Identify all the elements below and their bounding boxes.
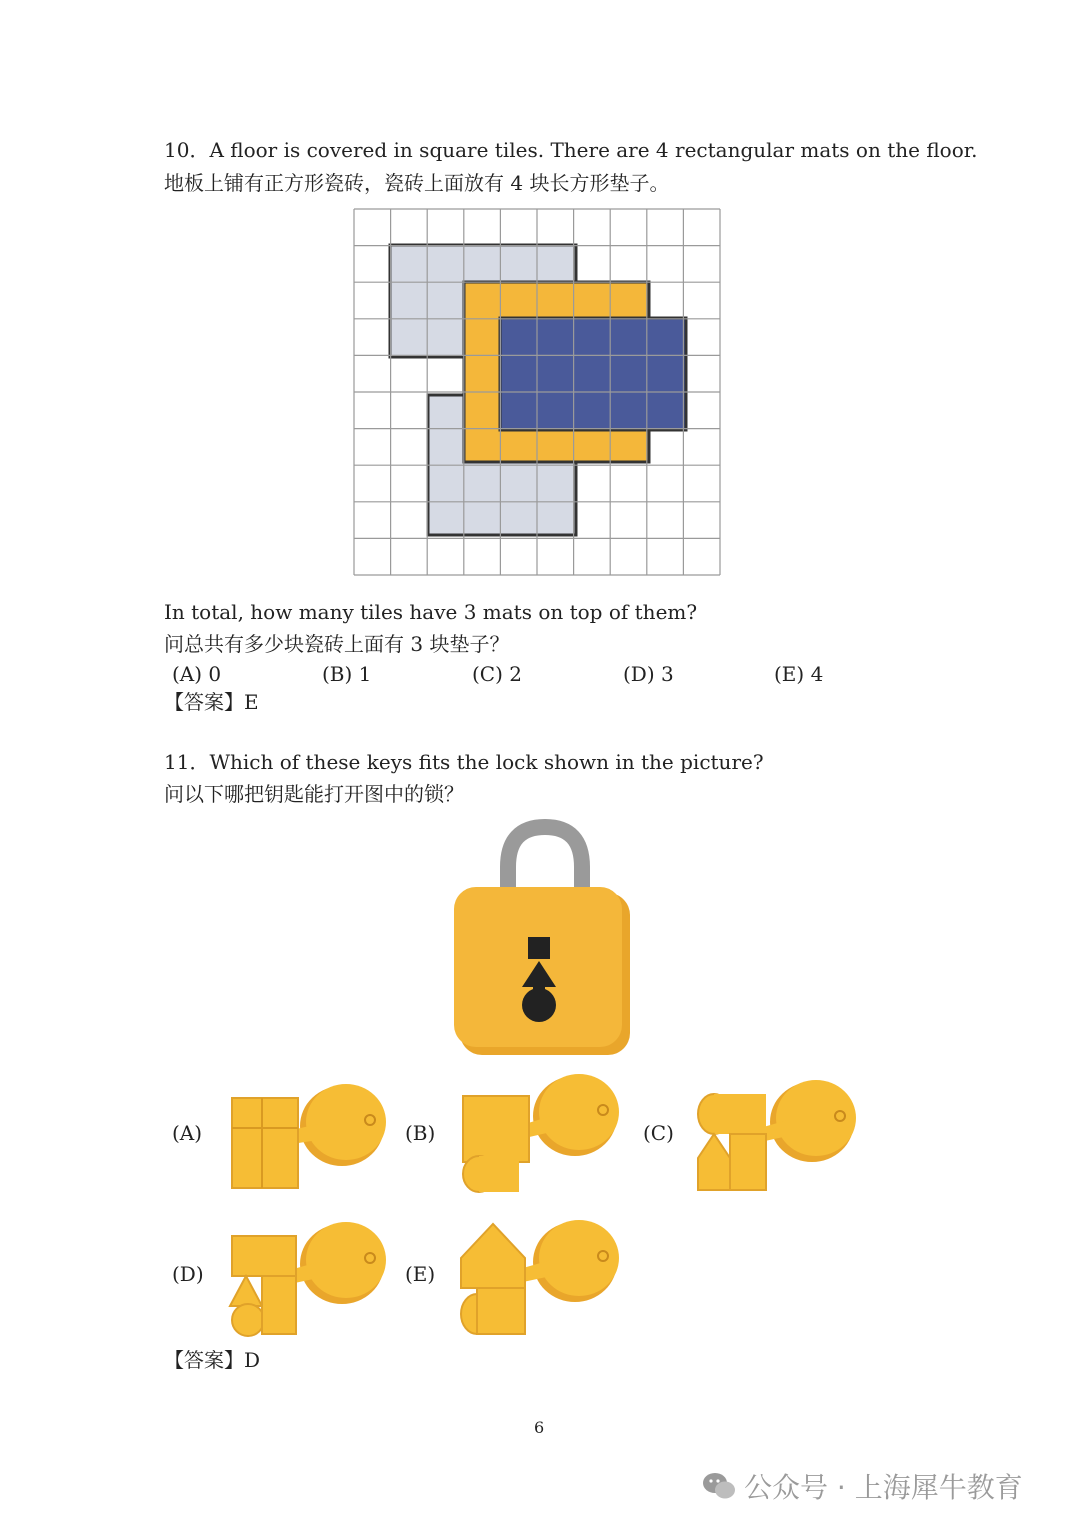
q11-statement-en: 11．Which of these keys fits the lock shown in the picture? — [164, 750, 764, 774]
q10-option-c: (C) 2 — [472, 662, 522, 686]
key-a-icon — [222, 1078, 392, 1198]
key-label-e: (E) — [405, 1262, 436, 1286]
key-e-icon — [455, 1214, 625, 1340]
q10-statement-en: 10．A floor is covered in square tiles. There are 4 rectangular mats on the floor. — [164, 138, 978, 162]
key-label-b: (B) — [405, 1121, 436, 1145]
q10-option-e: (E) 4 — [774, 662, 824, 686]
q11-answer: 【答案】D — [164, 1348, 261, 1372]
q10-option-d: (D) 3 — [623, 662, 674, 686]
watermark — [702, 1466, 1023, 1506]
watermark-text: 公众号 · 上海犀牛教育 — [744, 1471, 1023, 1504]
mat-blue — [500, 318, 686, 430]
key-label-c: (C) — [643, 1121, 674, 1145]
key-d-icon — [222, 1216, 392, 1340]
key-label-d: (D) — [172, 1262, 204, 1286]
key-c-icon — [692, 1074, 862, 1196]
q11-statement-zh: 问以下哪把钥匙能打开图中的锁？ — [164, 782, 464, 806]
q10-question-zh: 问总共有多少块瓷砖上面有 3 块垫子？ — [164, 632, 510, 656]
q10-question-en: In total, how many tiles have 3 mats on top of them? — [164, 600, 698, 624]
q10-answer: 【答案】E — [164, 690, 259, 714]
padlock-icon — [450, 815, 640, 1065]
q10-option-b: (B) 1 — [322, 662, 372, 686]
key-b-icon — [455, 1068, 625, 1198]
page-number: 6 — [534, 1418, 545, 1437]
tile-floor-figure — [350, 205, 730, 585]
wechat-icon — [702, 1471, 736, 1501]
q10-statement-zh: 地板上铺有正方形瓷砖，瓷砖上面放有 4 块长方形垫子。 — [164, 171, 670, 195]
key-label-a: (A) — [172, 1121, 203, 1145]
q10-option-a: (A) 0 — [172, 662, 222, 686]
